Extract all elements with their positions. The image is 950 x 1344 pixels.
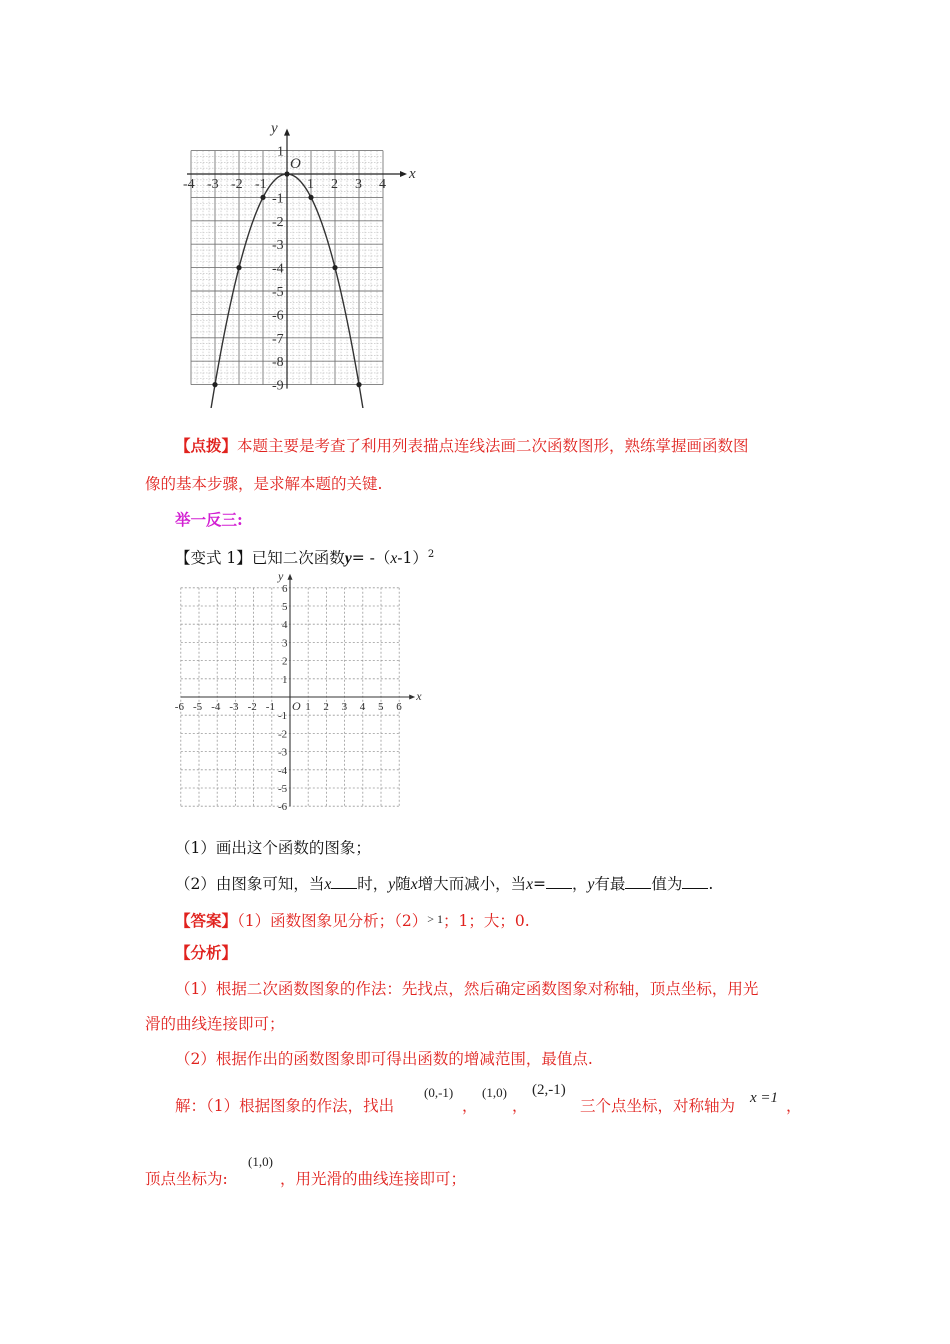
q2-text-2: 时，	[357, 875, 389, 893]
q2-var-x1: x	[324, 876, 332, 893]
y-tick-label: -6	[272, 308, 284, 324]
y-tick-label: -4	[278, 764, 288, 777]
plotted-point	[260, 195, 265, 200]
x-tick-label: -1	[255, 177, 267, 192]
tip-line-1	[175, 436, 749, 456]
q2-blank-3[interactable]	[625, 874, 651, 889]
q2-text-4: 增大而减小，当	[417, 875, 527, 893]
y-tick-label: 1	[277, 144, 284, 160]
y-tick-label: -1	[278, 710, 288, 723]
q2-var-y1: y	[388, 876, 396, 893]
x-tick-label: 4	[379, 177, 386, 192]
x-axis-arrow	[400, 171, 407, 177]
q2-text-3: 随	[395, 875, 411, 893]
x-tick-label: -5	[193, 701, 203, 713]
solution-comma-1: ，	[462, 1097, 478, 1115]
variant-formula-end: -1）	[397, 549, 428, 568]
question-1: （1）画出这个函数的图象；	[175, 839, 371, 857]
y-axis-label: y	[271, 120, 278, 137]
answer-text-1: （1）函数图象见分析；（2）	[237, 912, 428, 930]
y-tick-label: -3	[278, 746, 288, 759]
solution-point-1: (0,-1)	[424, 1085, 454, 1100]
y-axis-arrow	[288, 574, 293, 580]
q2-text-7: 有最	[594, 875, 626, 893]
analysis-line-1: （1）根据二次函数图象的作法：先找点，然后确定函数图象对称轴，顶点坐标，用光	[175, 980, 759, 998]
q2-text-1: （2）由图象可知，当	[175, 875, 325, 893]
variant-formula-y: y	[344, 550, 352, 568]
x-tick-label: 2	[323, 701, 329, 713]
x-tick-label: 5	[378, 701, 384, 713]
variant-exponent: 2	[427, 549, 435, 560]
x-tick-label: 2	[331, 177, 338, 192]
graph2-axes	[181, 574, 415, 806]
q2-blank-2[interactable]	[546, 874, 572, 889]
y-axis-label: y	[278, 568, 284, 583]
q2-text-5: =	[532, 875, 546, 893]
y-tick-label: 2	[282, 655, 288, 668]
variant-formula-x: x	[390, 550, 398, 568]
solution-point-3: (2,-1)	[532, 1082, 566, 1098]
question-2	[175, 874, 713, 895]
q2-var-x3: x	[526, 876, 533, 893]
y-tick-label: -5	[278, 783, 288, 795]
solution-text-1: 解：（1）根据图象的作法，找出	[175, 1097, 395, 1115]
solution-comma-2: ，	[512, 1097, 528, 1115]
variant-formula-mid: = -（	[351, 549, 391, 568]
y-tick-label: -2	[272, 214, 284, 230]
x-tick-label: -3	[207, 177, 219, 192]
x-tick-label: -4	[211, 701, 221, 713]
y-tick-label: -4	[272, 261, 284, 277]
x-axis-arrow	[409, 695, 415, 700]
solution-point-2: (1,0)	[482, 1085, 507, 1100]
x-tick-label: 1	[307, 177, 314, 192]
x-tick-label: -4	[183, 177, 195, 192]
x-tick-label: -6	[174, 701, 184, 713]
q2-var-y2: y	[587, 876, 595, 893]
plotted-point	[236, 265, 241, 270]
answer-label: 【答案】	[175, 911, 238, 930]
q2-blank-1[interactable]	[331, 874, 357, 889]
y-tick-label: -7	[272, 331, 284, 347]
y-tick-label: -1	[272, 191, 284, 207]
x-tick-label: 4	[359, 701, 366, 713]
plotted-point	[284, 171, 289, 176]
solution-vertex: (1,0)	[248, 1154, 273, 1169]
x-tick-label: -2	[247, 701, 257, 713]
graph1-labels	[183, 121, 416, 394]
graph2-labels	[175, 569, 422, 813]
solution-comma-3: ，	[786, 1097, 802, 1115]
answer-text-2: ；1；大；0.	[443, 912, 530, 930]
solution-text-3: 顶点坐标为:	[145, 1170, 228, 1188]
y-tick-label: -3	[272, 238, 284, 254]
q2-text-8: 值为	[651, 875, 683, 893]
solution-axis-equation: x =1	[750, 1090, 779, 1106]
parabola-graph	[175, 118, 420, 408]
variant-text: 已知二次函数	[251, 549, 345, 568]
x-axis-label: x	[416, 689, 422, 703]
q2-text-9: .	[708, 875, 714, 893]
y-tick-label: 5	[282, 601, 288, 613]
q2-blank-4[interactable]	[682, 874, 708, 889]
solution-text-4: ，用光滑的曲线连接即可；	[280, 1170, 467, 1188]
origin-label: O	[290, 156, 301, 172]
q2-var-x2: x	[410, 876, 418, 893]
answer-line	[175, 909, 530, 931]
y-tick-label: 4	[282, 619, 288, 632]
y-tick-label: 6	[282, 582, 288, 595]
q2-text-6: ，	[571, 875, 588, 893]
tip-label: 【点拨】	[175, 436, 238, 455]
y-tick-label: -5	[272, 285, 284, 300]
y-tick-label: -9	[272, 378, 284, 394]
x-tick-label: 3	[355, 177, 362, 192]
plotted-point	[212, 382, 217, 387]
plotted-point	[308, 195, 313, 200]
x-tick-label: -1	[265, 701, 275, 713]
tip-line-2: 像的基本步骤，是求解本题的关键.	[145, 475, 383, 493]
x-axis-label: x	[409, 166, 416, 182]
tip-text-1: 本题主要是考查了利用列表描点连线法画二次函数图形，熟练掌握画函数图	[237, 437, 749, 455]
y-tick-label: 3	[282, 637, 288, 650]
x-tick-label: 6	[396, 701, 402, 713]
origin-label: O	[292, 699, 301, 713]
analysis-line-3: （2）根据作出的函数图象即可得出函数的增减范围，最值点.	[175, 1050, 593, 1068]
x-tick-label: -2	[231, 177, 243, 192]
x-tick-label: 1	[305, 701, 311, 713]
y-tick-label: -2	[278, 728, 288, 741]
y-tick-label: 1	[282, 673, 288, 686]
blank-grid-graph	[172, 568, 427, 820]
solution-text-2: 三个点坐标，对称轴为	[580, 1097, 736, 1115]
y-tick-label: -8	[272, 355, 284, 371]
y-axis-arrow	[284, 129, 290, 136]
x-tick-label: 3	[341, 701, 348, 713]
plotted-point	[332, 265, 337, 270]
section-heading: 举一反三:	[175, 510, 243, 529]
variant-line	[175, 545, 434, 569]
plotted-point	[356, 382, 361, 387]
answer-inequality: > 1	[427, 912, 444, 926]
y-tick-label: -6	[278, 801, 288, 814]
variant-label: 【变式 1】	[175, 549, 252, 568]
analysis-line-2: 滑的曲线连接即可；	[145, 1015, 285, 1033]
analysis-label: 【分析】	[175, 943, 238, 962]
x-tick-label: -3	[229, 701, 239, 713]
